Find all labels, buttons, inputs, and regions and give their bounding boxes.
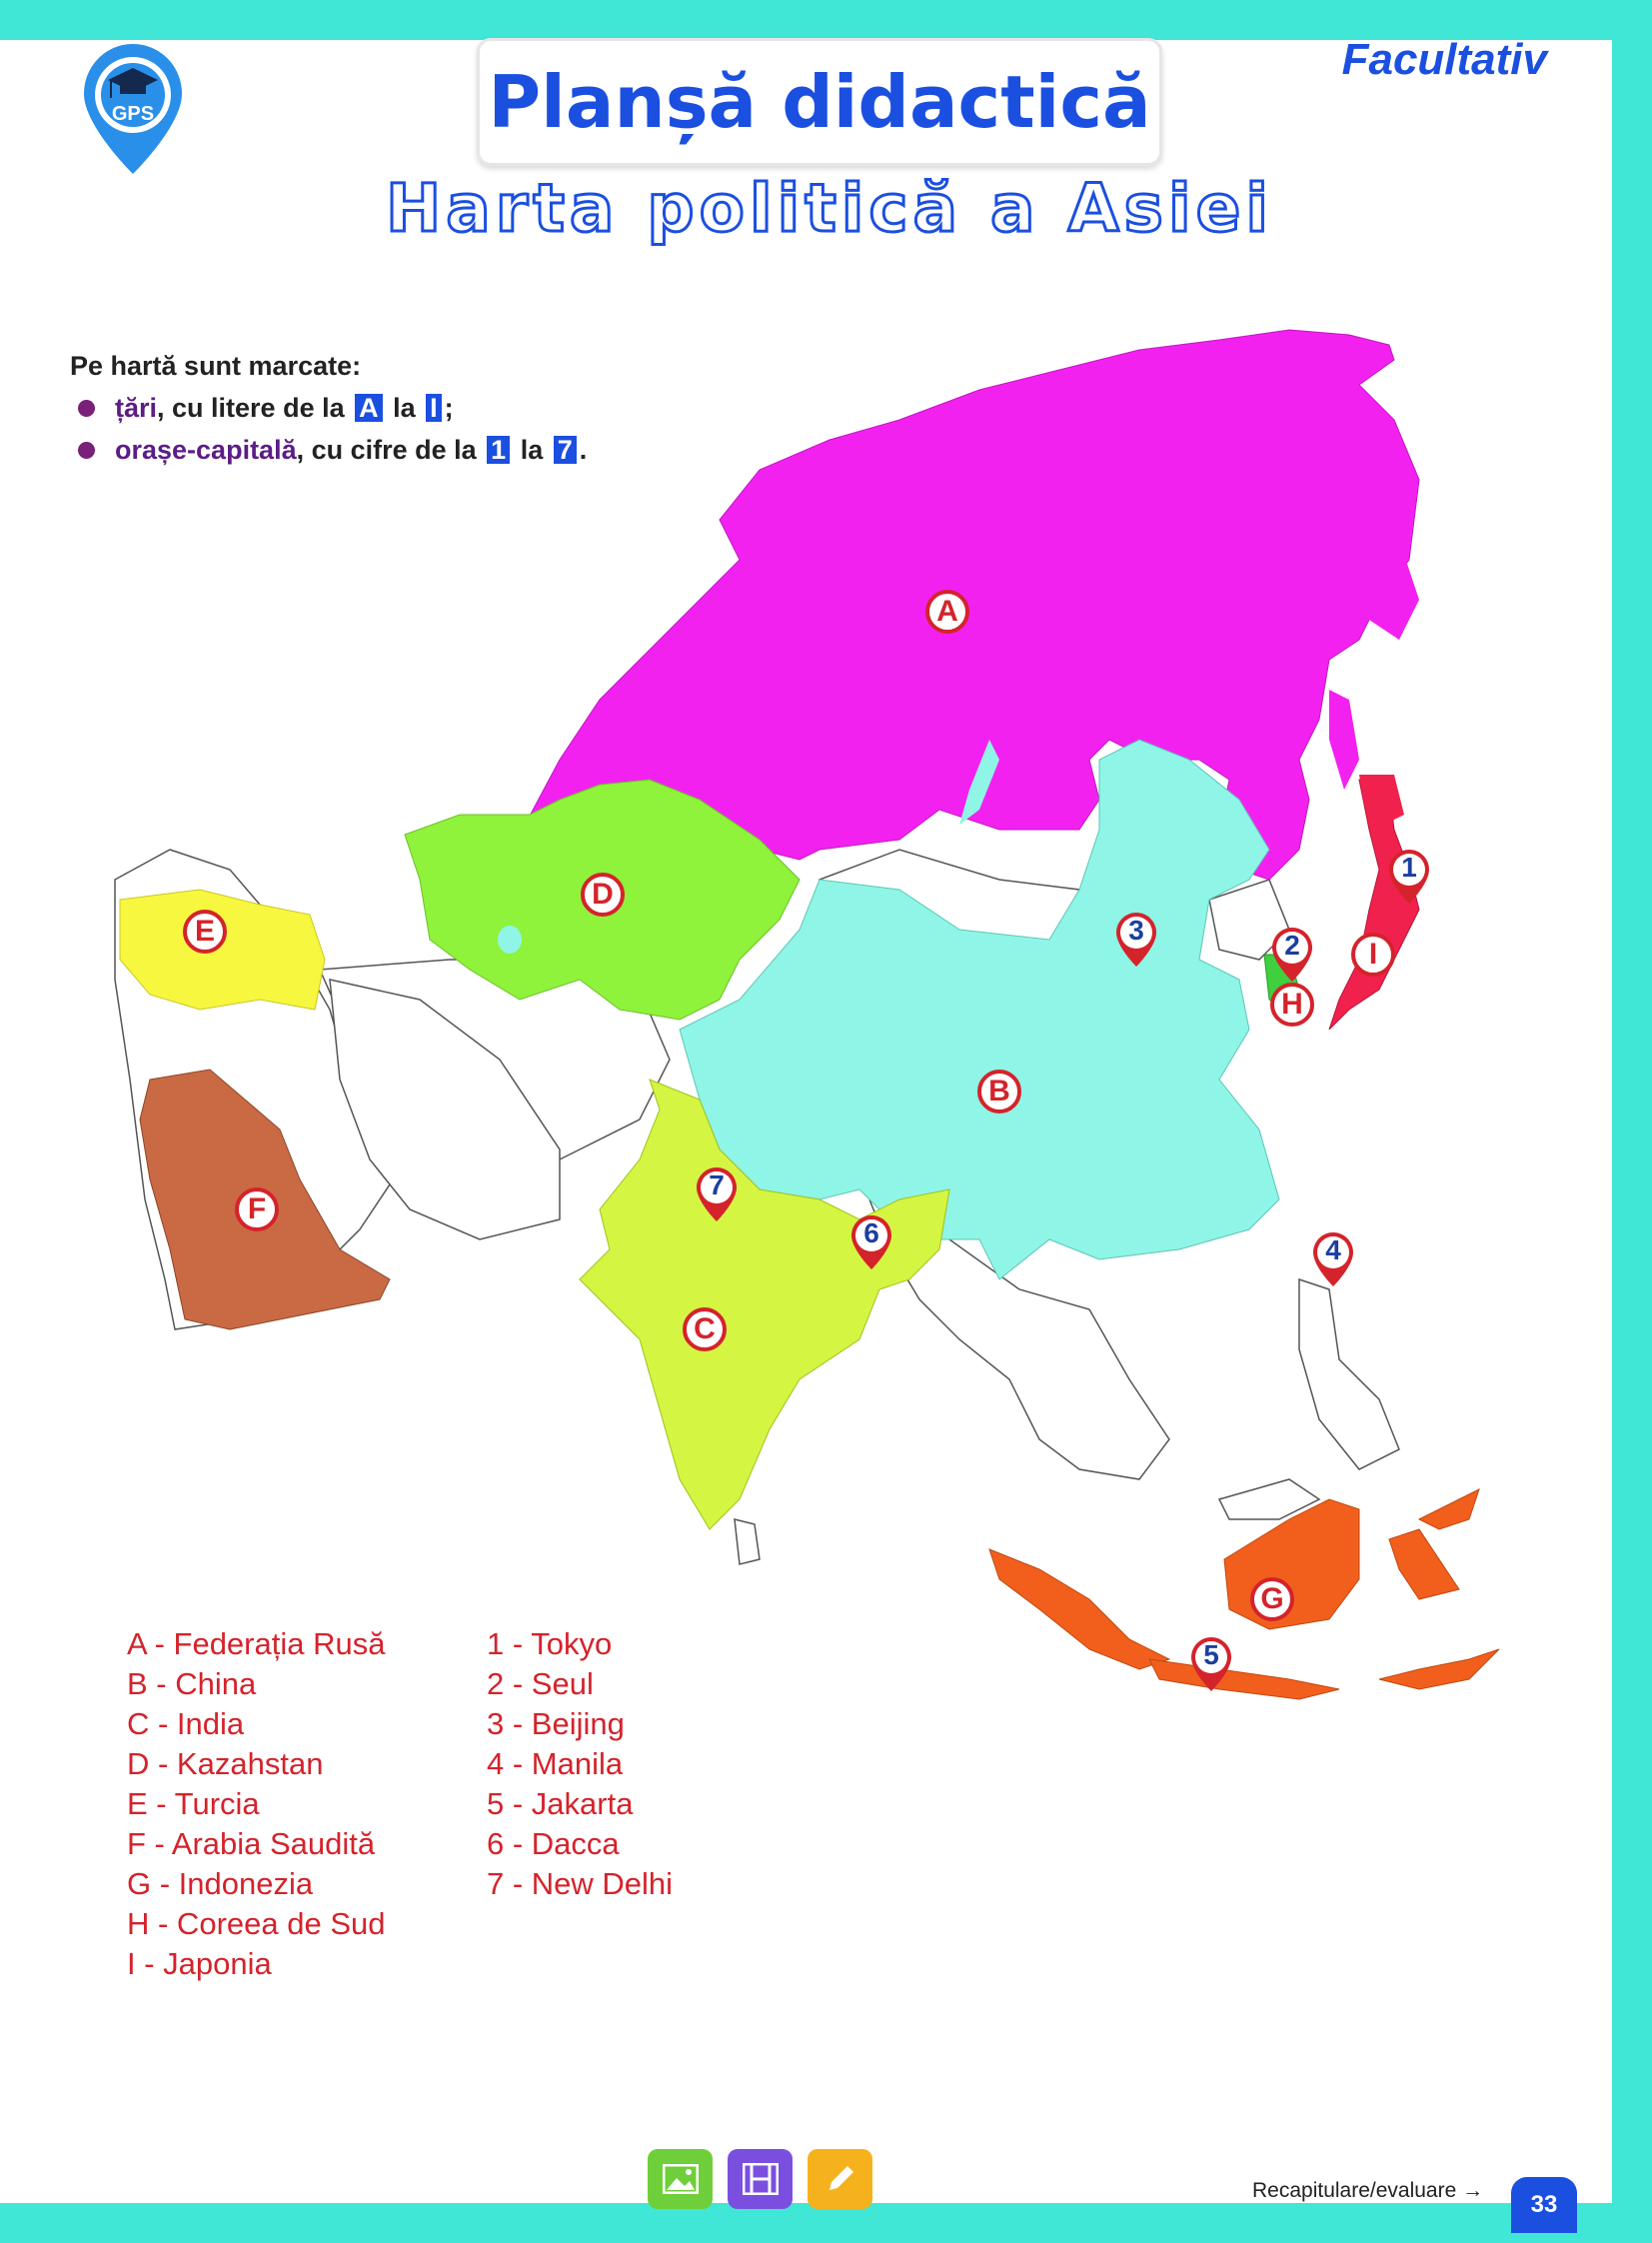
gps-logo-icon: [78, 40, 188, 180]
legend-item: D - Kazahstan: [127, 1746, 324, 1781]
page-title: Planșă didactică: [488, 60, 1151, 144]
country-marker-c: C: [683, 1307, 727, 1351]
country-marker-f: F: [235, 1187, 279, 1231]
legend-item: E - Turcia: [127, 1786, 260, 1821]
country-marker-h: H: [1270, 983, 1314, 1027]
country-turkey: [120, 890, 325, 1010]
legend-item: C - India: [127, 1706, 245, 1741]
country-indonesia: [989, 1489, 1499, 1699]
svg-text:GPS: GPS: [111, 103, 155, 125]
bullet-text: , cu litere de la: [157, 393, 353, 423]
capital-marker-6: [849, 1213, 893, 1271]
legend-item: 1 - Tokyo: [487, 1626, 613, 1661]
hokkaido: [1359, 775, 1404, 825]
capital-number: 7: [709, 1169, 725, 1200]
legend-item: 7 - New Delhi: [487, 1866, 674, 1901]
country-marker-d: D: [581, 873, 625, 917]
title-box: [477, 38, 1162, 166]
badge-from: A: [355, 394, 383, 422]
badge-from: 1: [487, 436, 510, 464]
legend-item: A - Federația Rusă: [127, 1626, 386, 1661]
legend-item: 3 - Beijing: [487, 1706, 625, 1741]
capital-marker-1: [1387, 848, 1431, 906]
sakhalin: [1329, 690, 1359, 790]
capital-number: 5: [1203, 1639, 1219, 1670]
legend-item: 6 - Dacca: [487, 1826, 620, 1861]
aral-sea: [498, 926, 522, 954]
country-marker-g: G: [1250, 1577, 1294, 1621]
asia-political-map: [0, 280, 1652, 1719]
capital-marker-2: [1270, 926, 1314, 984]
bullet-mid: la: [513, 435, 551, 465]
legend-countries: [127, 1624, 385, 1984]
pencil-icon[interactable]: [808, 2149, 872, 2209]
capital-number: 3: [1128, 915, 1144, 946]
bullet-strong: țări: [115, 393, 158, 423]
legend-item: I - Japonia: [127, 1946, 272, 1981]
legend-capitals: [487, 1624, 673, 1904]
arrow-right-icon: →: [1456, 2179, 1484, 2202]
bullet-end: .: [579, 435, 588, 465]
legend-item: 4 - Manila: [487, 1746, 624, 1781]
capital-number: 2: [1284, 930, 1300, 961]
optional-tag: Facultativ: [1341, 35, 1547, 84]
film-icon[interactable]: [728, 2149, 793, 2209]
bullet-end: ;: [444, 393, 454, 423]
bullet-strong: orașe-capitală: [115, 435, 297, 465]
badge-to: 7: [554, 436, 577, 464]
country-marker-e: E: [183, 910, 227, 954]
country-marker-i: I: [1351, 933, 1395, 977]
footer-icons: [648, 2149, 872, 2209]
legend-item: H - Coreea de Sud: [127, 1906, 386, 1941]
page-number: 33: [1511, 2177, 1577, 2233]
capital-marker-7: [695, 1165, 739, 1223]
image-icon[interactable]: [648, 2149, 713, 2209]
legend-item: 5 - Jakarta: [487, 1786, 634, 1821]
bullet-mid: la: [385, 393, 424, 423]
legend-item: G - Indonezia: [127, 1866, 314, 1901]
section-label: Recapitulare/evaluare →: [1252, 2179, 1484, 2202]
capital-marker-4: [1311, 1230, 1355, 1288]
capital-marker-3: [1114, 911, 1158, 969]
country-marker-b: B: [977, 1070, 1021, 1114]
legend-item: B - China: [127, 1666, 257, 1701]
capital-marker-5: [1189, 1635, 1233, 1693]
legend-item: F - Arabia Saudită: [127, 1826, 376, 1861]
badge-to: I: [426, 394, 442, 422]
sri-lanka: [735, 1519, 760, 1564]
capital-number: 6: [863, 1217, 879, 1248]
page-subtitle: Harta politică a Asiei: [386, 170, 1273, 247]
capital-number: 1: [1401, 852, 1417, 883]
philippines-region: [1299, 1279, 1399, 1469]
legend-item: 2 - Seul: [487, 1666, 594, 1701]
capital-number: 4: [1325, 1234, 1341, 1265]
country-marker-a: A: [925, 590, 969, 634]
bullet-text: , cu cifre de la: [296, 435, 485, 465]
intro-heading: Pe hartă sunt marcate:: [70, 351, 362, 381]
